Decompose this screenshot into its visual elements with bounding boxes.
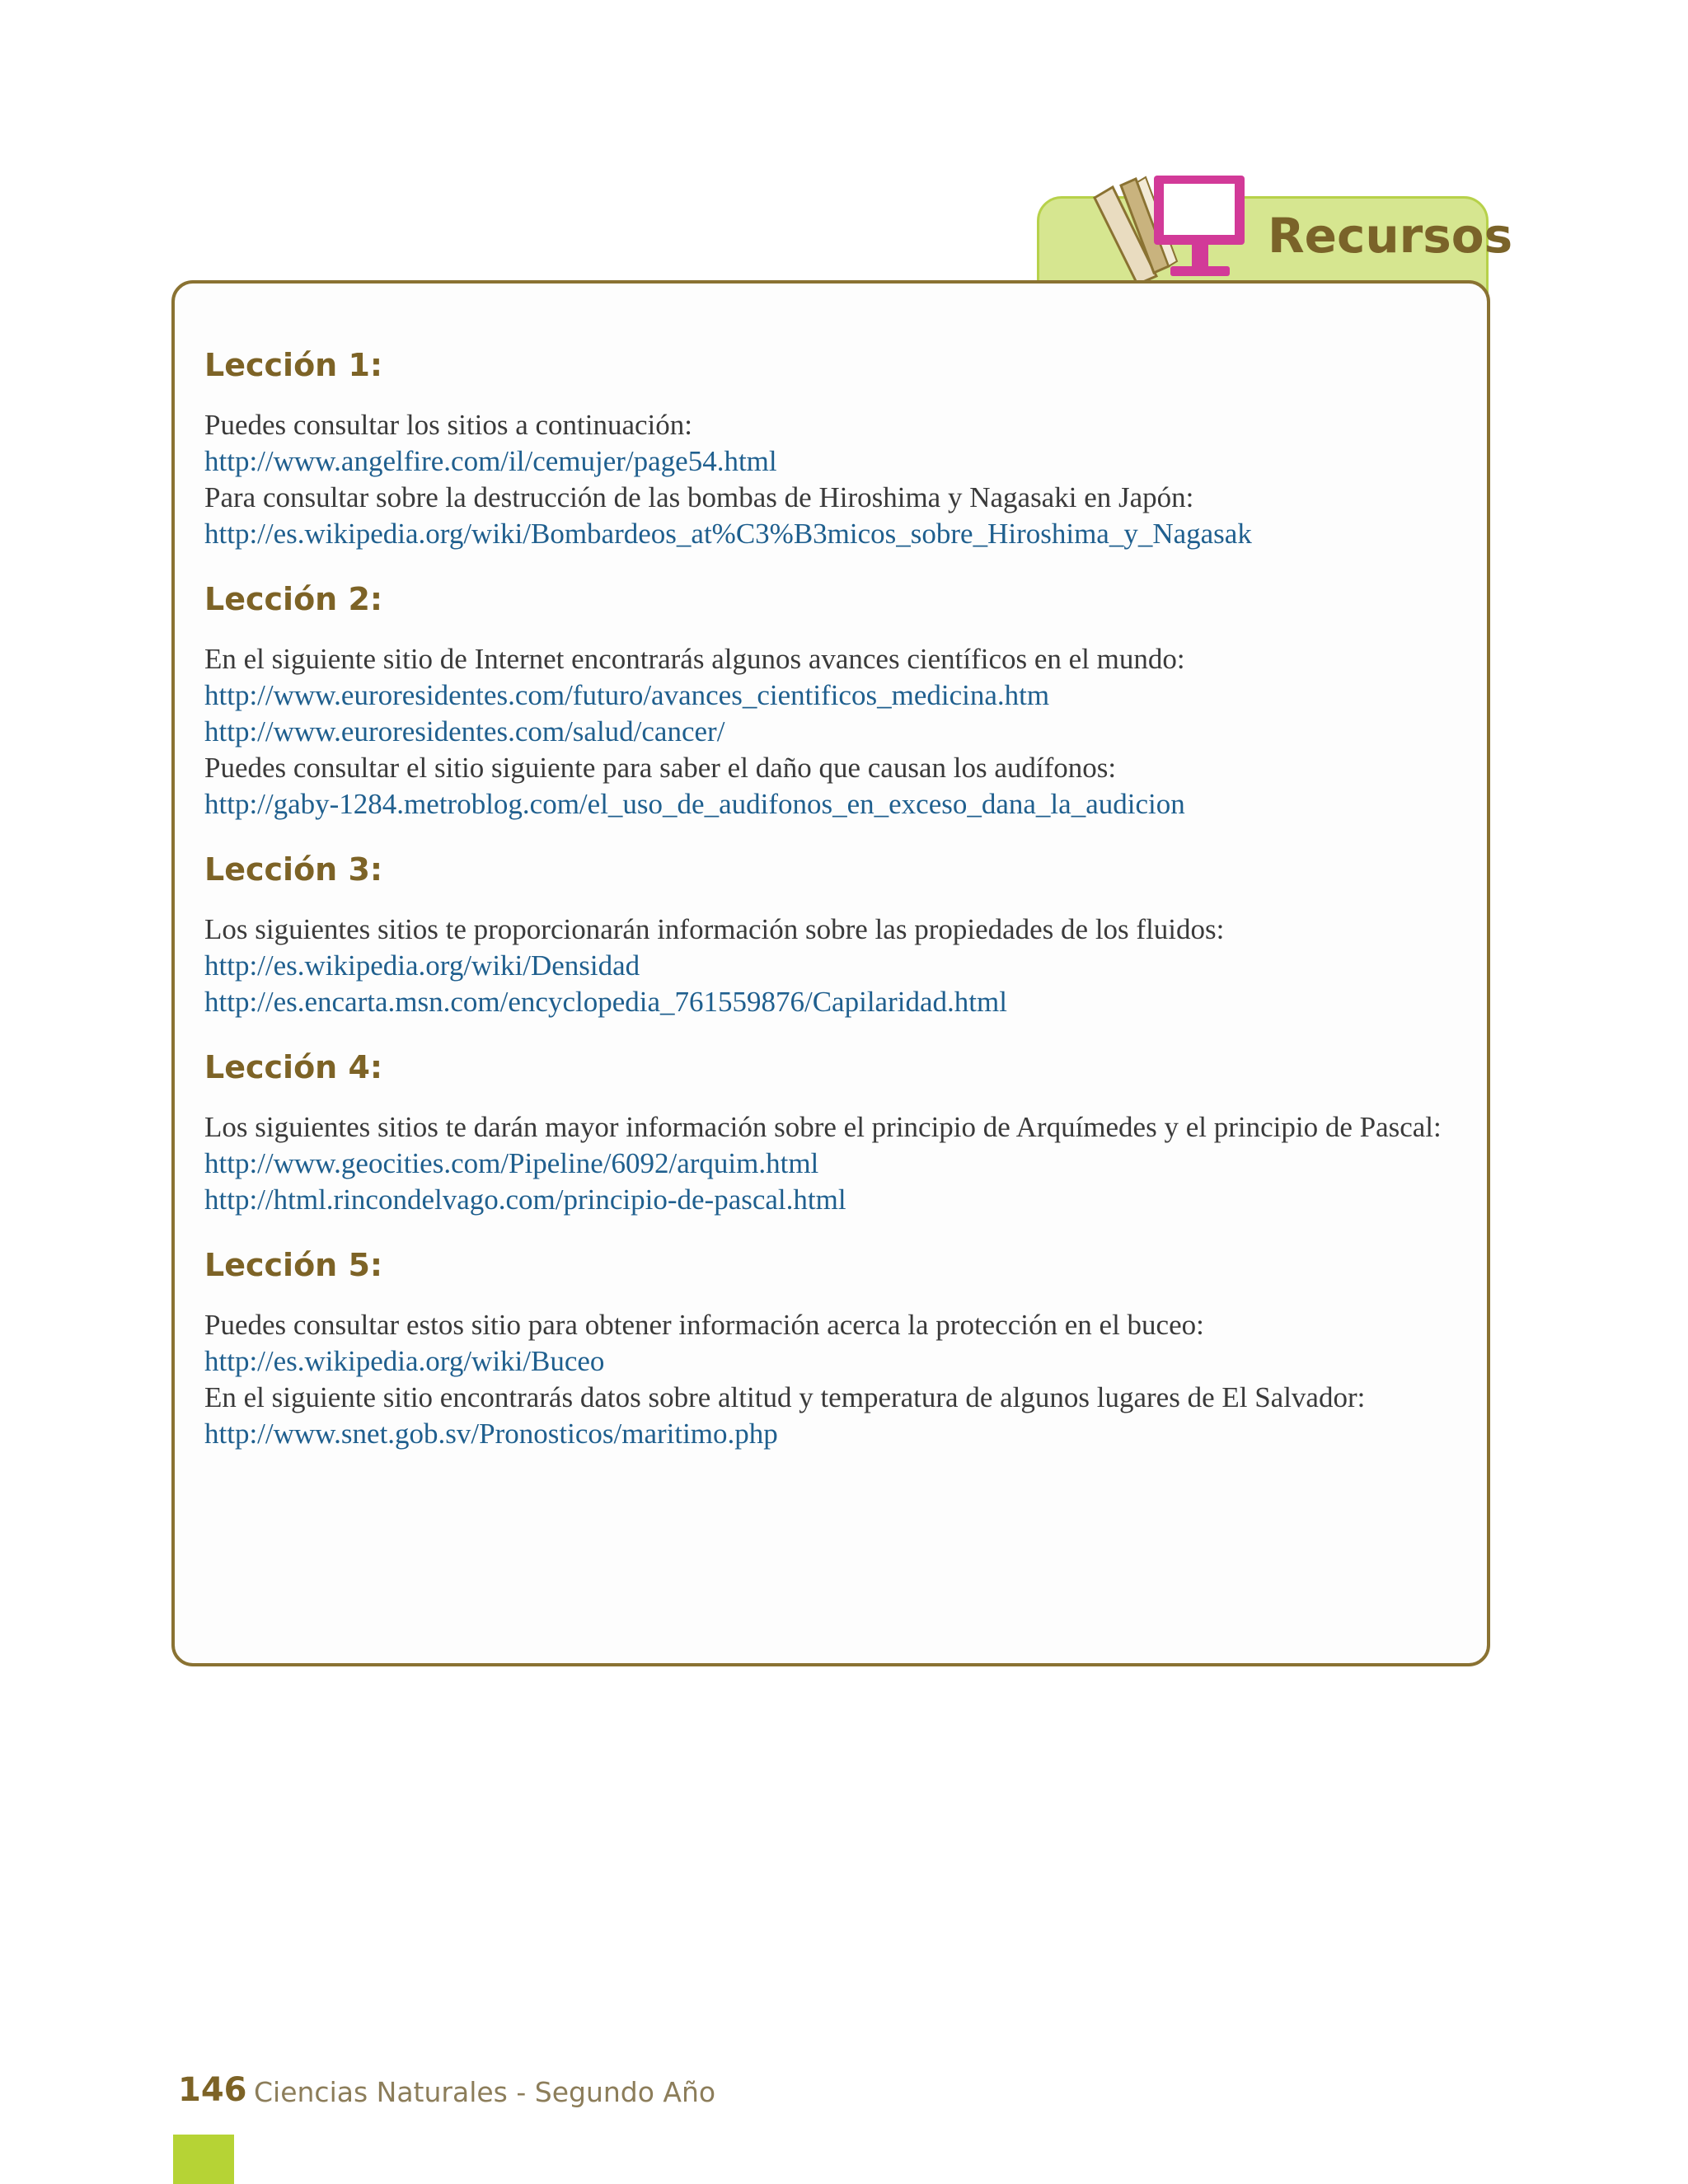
resource-link[interactable]: http://es.wikipedia.org/wiki/Densidad [204, 949, 640, 982]
resource-description: Para consultar sobre la destrucción de las bombas de Hiroshima y Nagasaki en Japón: [204, 481, 1194, 513]
books-and-computer-icon [1078, 169, 1259, 284]
resource-link[interactable]: http://www.euroresidentes.com/salud/cancer/ [204, 715, 725, 748]
resource-description: En el siguiente sitio de Internet encontrarás algunos avances científicos en el mundo: [204, 643, 1185, 675]
book-title: Ciencias Naturales - Segundo Año [254, 2076, 716, 2108]
lesson-section [204, 338, 1474, 552]
resources-title: Recursos [1268, 208, 1513, 264]
resource-link[interactable]: http://es.encarta.msn.com/encyclopedia_761559876/Capilaridad.html [204, 986, 1007, 1018]
resource-description: En el siguiente sitio encontrarás datos sobre altitud y temperatura de algunos lugares de El Salvador: [204, 1381, 1366, 1413]
lesson-heading: Lección 5: [204, 1247, 383, 1283]
resource-description: Puedes consultar estos sitio para obtener información acerca la protección en el buceo: [204, 1309, 1204, 1341]
lesson-section [204, 1040, 1474, 1218]
resource-link[interactable]: http://www.angelfire.com/il/cemujer/page54.html [204, 445, 777, 477]
resource-description: Puedes consultar el sitio siguiente para saber el daño que causan los audífonos: [204, 752, 1117, 784]
resource-description: Los siguientes sitios te darán mayor información sobre el principio de Arquímedes y el principio de Pascal: [204, 1111, 1442, 1143]
resource-link[interactable]: http://es.wikipedia.org/wiki/Buceo [204, 1345, 605, 1377]
resource-link[interactable]: http://www.snet.gob.sv/Pronosticos/maritimo.php [204, 1418, 778, 1450]
lesson-section [204, 572, 1474, 823]
page-number: 146 [178, 2071, 247, 2109]
lesson-section [204, 842, 1474, 1020]
lesson-heading: Lección 1: [204, 347, 383, 383]
resource-link[interactable]: http://html.rincondelvago.com/principio-de-pascal.html [204, 1183, 846, 1216]
lesson-heading: Lección 2: [204, 581, 383, 617]
resource-link[interactable]: http://www.geocities.com/Pipeline/6092/arquim.html [204, 1147, 819, 1179]
resource-link[interactable]: http://es.wikipedia.org/wiki/Bombardeos_at%C3%B3micos_sobre_Hiroshima_y_Nagasak [204, 518, 1252, 550]
resource-description: Puedes consultar los sitios a continuación: [204, 409, 692, 441]
lesson-section [204, 1238, 1474, 1452]
lesson-heading: Lección 4: [204, 1049, 383, 1085]
footer-color-bar [173, 2135, 234, 2184]
resource-link[interactable]: http://www.euroresidentes.com/futuro/avances_cientificos_medicina.htm [204, 679, 1050, 711]
lessons-list [204, 338, 1474, 1472]
resource-link[interactable]: http://gaby-1284.metroblog.com/el_uso_de_audifonos_en_exceso_dana_la_audicion [204, 788, 1185, 820]
lesson-heading: Lección 3: [204, 851, 383, 888]
resource-description: Los siguientes sitios te proporcionarán información sobre las propiedades de los fluidos: [204, 913, 1225, 945]
